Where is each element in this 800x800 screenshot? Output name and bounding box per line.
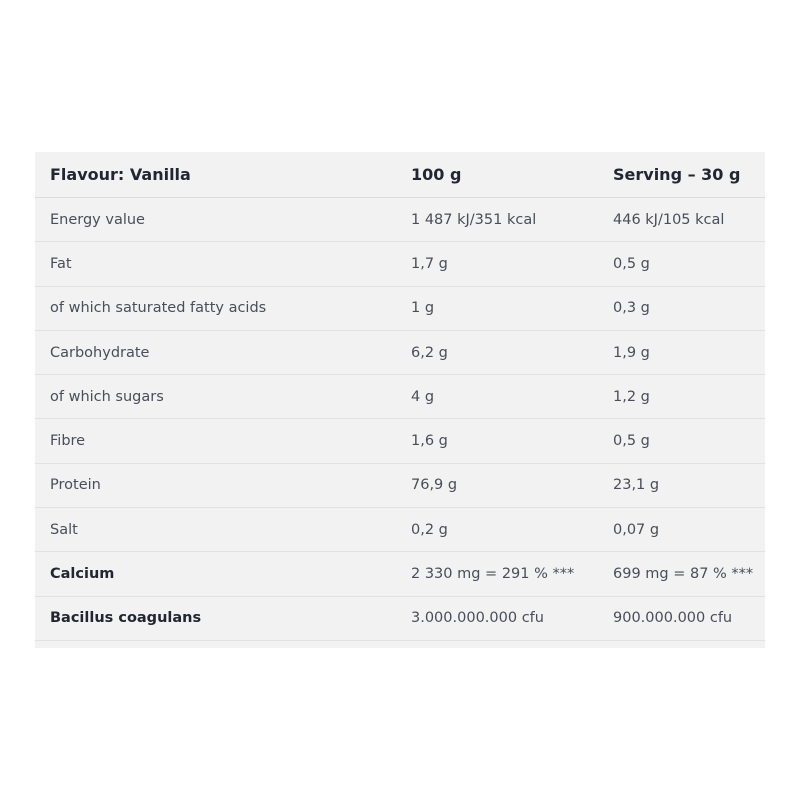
header-serving: Serving – 30 g xyxy=(613,165,741,184)
row-label: Fat xyxy=(50,255,72,272)
row-serving: 1,9 g xyxy=(613,344,650,361)
row-serving: 0,5 g xyxy=(613,433,650,450)
table-row xyxy=(35,508,765,552)
nutrition-table xyxy=(35,152,765,648)
header-per-100g: 100 g xyxy=(411,165,462,184)
row-per-100g: 3.000.000.000 cfu xyxy=(411,610,544,627)
row-label: Bacillus coagulans xyxy=(50,610,202,627)
table-row xyxy=(35,419,765,463)
table-row xyxy=(35,552,765,596)
row-label: Fibre xyxy=(50,433,86,450)
header-flavour: Flavour: Vanilla xyxy=(50,165,191,184)
row-label: Protein xyxy=(50,477,101,494)
row-per-100g: 1,7 g xyxy=(411,255,448,272)
table-header-row xyxy=(35,152,765,198)
table-row xyxy=(35,597,765,641)
row-serving: 0,07 g xyxy=(613,521,660,538)
table-row xyxy=(35,375,765,419)
row-per-100g: 2 330 mg = 291 % *** xyxy=(411,566,575,583)
row-per-100g: 1 487 kJ/351 kcal xyxy=(411,211,537,228)
row-serving: 446 kJ/105 kcal xyxy=(613,211,725,228)
row-label: of which sugars xyxy=(50,388,164,405)
table-row xyxy=(35,198,765,242)
row-serving: 0,5 g xyxy=(613,255,650,272)
row-per-100g: 6,2 g xyxy=(411,344,448,361)
table-row xyxy=(35,464,765,508)
row-per-100g: 1,6 g xyxy=(411,433,448,450)
row-label: Carbohydrate xyxy=(50,344,150,361)
row-per-100g: 1 g xyxy=(411,300,435,317)
table-row xyxy=(35,287,765,331)
row-per-100g: 0,2 g xyxy=(411,521,448,538)
row-serving: 1,2 g xyxy=(613,388,650,405)
row-label: Energy value xyxy=(50,211,145,228)
row-serving: 0,3 g xyxy=(613,300,650,317)
row-serving: 23,1 g xyxy=(613,477,660,494)
row-per-100g: 4 g xyxy=(411,388,435,405)
row-label: Calcium xyxy=(50,566,115,583)
row-serving: 699 mg = 87 % *** xyxy=(613,566,754,583)
row-per-100g: 76,9 g xyxy=(411,477,458,494)
table-row xyxy=(35,242,765,286)
row-serving: 900.000.000 cfu xyxy=(613,610,733,627)
row-label: of which saturated fatty acids xyxy=(50,300,267,317)
table-row xyxy=(35,331,765,375)
row-label: Salt xyxy=(50,521,78,538)
